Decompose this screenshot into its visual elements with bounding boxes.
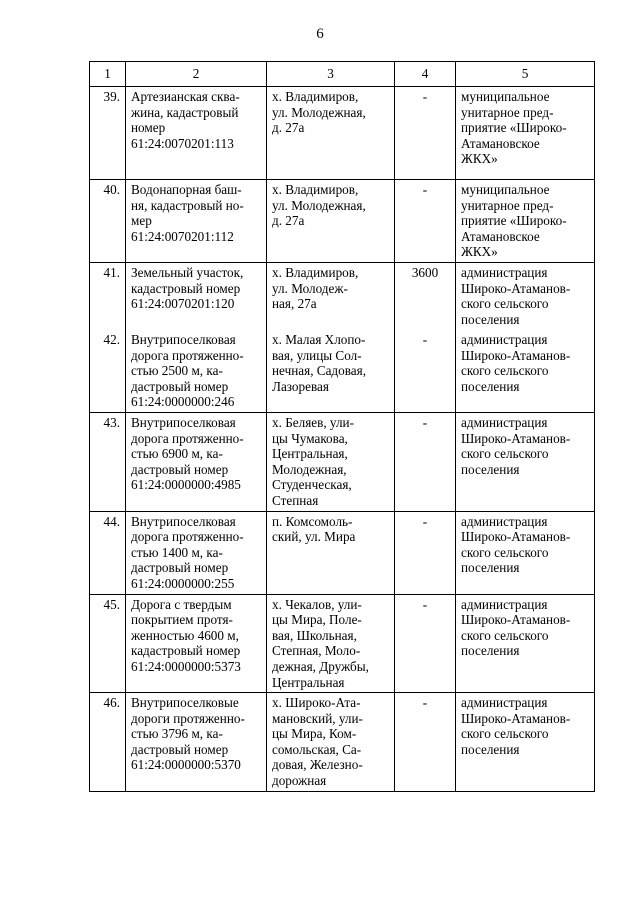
header-col-3: 3 [267,62,395,87]
object-area: - [395,180,456,263]
holder-line: унитарное пред- [461,197,554,213]
holder-line: Широко-Атаманов- [461,710,571,726]
name-line: кадастровый номер [131,280,241,296]
object-holder [456,412,595,511]
object-holder [456,594,595,693]
holder-line: Широко-Атаманов- [461,347,571,363]
address-line: Центральная, [272,446,348,462]
name-line: 61:24:0000000:255 [131,575,235,591]
name-line: 61:24:0000000:5373 [131,658,241,674]
holder-line: администрация [461,596,548,612]
address-line: д. 27а [272,120,305,136]
holder-line: поселения [461,560,520,576]
address-line: д. 27а [272,213,305,229]
address-line: х. Владимиров, [272,265,359,280]
object-address [267,693,395,792]
object-holder [456,87,595,180]
holder-line: Широко-Атаманов- [461,430,571,446]
row-number: 46. [90,693,126,792]
address-line: Степная, Моло- [272,643,361,659]
holder-line: ского сельского [461,627,549,643]
holder-line: Широко-Атаманов- [461,529,571,545]
address-line: сомольская, Са- [272,741,362,757]
object-holder [456,263,595,331]
address-line: х. Владимиров, [272,182,359,197]
header-col-5: 5 [456,62,595,87]
name-line: дастровый номер [131,560,229,576]
name-line: 61:24:0070201:113 [131,135,234,151]
table-row [90,594,595,693]
address-line: Степная [272,492,319,508]
name-line: 61:24:0000000:246 [131,394,235,410]
address-line: Лазоревая [272,378,329,394]
name-line: Артезианская сква- [131,89,240,104]
table-row [90,511,595,594]
name-line: Внутрипоселковая [131,414,236,430]
address-line: ная, 27а [272,296,317,312]
address-line: вая, улицы Сол- [272,347,362,363]
object-name [126,330,267,412]
object-holder [456,180,595,263]
holder-line: приятие «Широко- [461,120,567,136]
address-line: х. Чекалов, ули- [272,596,362,612]
holder-line: унитарное пред- [461,104,554,120]
object-name [126,180,267,263]
row-number: 42. [90,330,126,412]
address-line: Молодежная, [272,461,347,477]
name-line: номер [131,120,166,136]
object-address [267,330,395,412]
object-area: - [395,693,456,792]
holder-line: муниципальное [461,89,550,104]
holder-line: поселения [461,461,520,477]
holder-line: администрация [461,513,548,529]
holder-line: поселения [461,643,520,659]
holder-line: администрация [461,414,548,430]
address-line: х. Малая Хлопо- [272,332,366,347]
address-line: цы Чумакова, [272,430,348,446]
holder-line: ского сельского [461,296,549,312]
object-holder [456,330,595,412]
holder-line: ЖКХ» [461,151,498,167]
address-line: нечная, Садовая, [272,363,367,379]
holder-line: Широко-Атаманов- [461,280,571,296]
object-area: 3600 [395,263,456,331]
object-address [267,511,395,594]
name-line: мер [131,213,152,229]
name-line: стью 2500 м, ка- [131,363,223,379]
header-col-1: 1 [90,62,126,87]
name-line: 61:24:0070201:112 [131,228,234,244]
name-line: стью 6900 м, ка- [131,446,223,462]
object-holder [456,693,595,792]
name-line: ня, кадастровый но- [131,197,244,213]
table-header-row [90,62,595,87]
address-line: Студенческая, [272,477,352,493]
row-number: 45. [90,594,126,693]
object-name [126,594,267,693]
holder-line: муниципальное [461,182,550,197]
name-line: Водонапорная баш- [131,182,242,197]
address-line: х. Беляев, ули- [272,414,354,430]
name-line: дорога протяженно- [131,347,244,363]
address-line: ул. Молодеж- [272,280,348,296]
address-line: цы Мира, Поле- [272,612,362,628]
object-holder [456,511,595,594]
row-number: 40. [90,180,126,263]
object-address [267,263,395,331]
property-table [89,61,595,792]
holder-line: Атамановское [461,135,540,151]
object-address [267,412,395,511]
object-address [267,180,395,263]
object-area: - [395,594,456,693]
name-line: 61:24:0070201:120 [131,296,235,312]
name-line: кадастровый номер [131,643,241,659]
name-line: дастровый номер [131,461,229,477]
object-name [126,87,267,180]
address-line: ский, ул. Мира [272,529,356,545]
holder-line: администрация [461,332,548,347]
table-row [90,330,595,412]
object-address [267,87,395,180]
holder-line: ского сельского [461,363,549,379]
object-area: - [395,87,456,180]
name-line: жина, кадастровый [131,104,239,120]
name-line: покрытием протя- [131,612,233,628]
page-number: 6 [316,26,324,42]
address-line: ул. Молодежная, [272,197,366,213]
address-line: ул. Молодежная, [272,104,366,120]
holder-line: ЖКХ» [461,244,498,260]
holder-line: Широко-Атаманов- [461,612,571,628]
holder-line: администрация [461,695,548,711]
table-row [90,180,595,263]
name-line: стью 3796 м, ка- [131,726,223,742]
header-col-2: 2 [126,62,267,87]
table-row [90,693,595,792]
name-line: дастровый номер [131,741,229,757]
holder-line: поселения [461,311,520,327]
table-row [90,412,595,511]
address-line: х. Владимиров, [272,89,359,104]
name-line: Внутрипоселковые [131,695,239,711]
address-line: дежная, Дружбы, [272,658,369,674]
holder-line: Атамановское [461,228,540,244]
holder-line: ского сельского [461,446,549,462]
holder-line: поселения [461,378,520,394]
row-number: 39. [90,87,126,180]
name-line: Земельный участок, [131,265,244,280]
name-line: 61:24:0000000:5370 [131,757,241,773]
address-line: п. Комсомоль- [272,513,353,529]
object-area: - [395,330,456,412]
name-line: стью 1400 м, ка- [131,544,223,560]
name-line: Внутрипоселковая [131,513,236,529]
holder-line: приятие «Широко- [461,213,567,229]
holder-line: ского сельского [461,544,549,560]
object-name [126,412,267,511]
name-line: Внутрипоселковая [131,332,236,347]
object-address [267,594,395,693]
name-line: 61:24:0000000:4985 [131,477,241,493]
object-area: - [395,412,456,511]
address-line: мановский, ули- [272,710,363,726]
name-line: дорога протяженно- [131,529,244,545]
object-name [126,263,267,331]
address-line: х. Широко-Ата- [272,695,361,711]
row-number: 41. [90,263,126,331]
name-line: дастровый номер [131,378,229,394]
address-line: дорожная [272,773,327,789]
object-name [126,511,267,594]
holder-line: администрация [461,265,548,280]
address-line: довая, Железно- [272,757,363,773]
address-line: Центральная [272,674,345,690]
table-body [90,87,595,792]
holder-line: ского сельского [461,726,549,742]
address-line: цы Мира, Ком- [272,726,357,742]
table-row [90,263,595,331]
object-area: - [395,511,456,594]
row-number: 43. [90,412,126,511]
holder-line: поселения [461,741,520,757]
name-line: дорога протяженно- [131,430,244,446]
name-line: дороги протяженно- [131,710,245,726]
table-row [90,87,595,180]
object-name [126,693,267,792]
header-col-4: 4 [395,62,456,87]
name-line: Дорога с твердым [131,596,232,612]
name-line: женностью 4600 м, [131,627,239,643]
row-number: 44. [90,511,126,594]
address-line: вая, Школьная, [272,627,357,643]
